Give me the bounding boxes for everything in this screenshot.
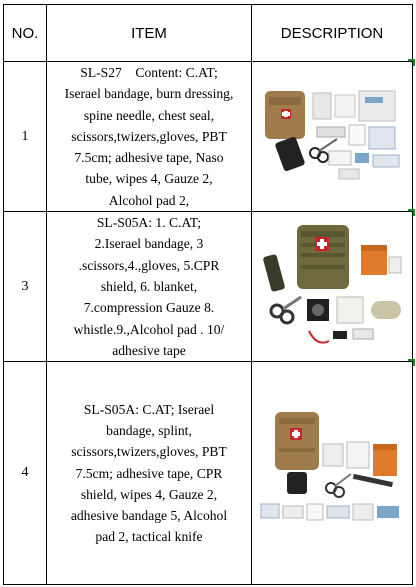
- header-row: [4, 5, 413, 62]
- item-line: Alcohol pad 2,: [108, 192, 190, 208]
- first-aid-kit-contents-image: [257, 81, 407, 193]
- corner-mark: [408, 209, 415, 216]
- item-line: 7.5cm; adhesive tape, CPR: [75, 465, 223, 481]
- item-cell: [47, 212, 252, 362]
- item-line: shield, 6. blanket,: [100, 278, 198, 294]
- table-row: [4, 212, 413, 362]
- item-line: spine needle, chest seal,: [83, 107, 215, 123]
- header-no: NO.: [4, 5, 47, 62]
- description-image-cell: [252, 212, 413, 362]
- item-line: SL-S05A: 1. C.AT;: [96, 215, 202, 231]
- item-line: SL-S27 Content: C.AT;: [80, 65, 218, 80]
- molle-ifak-pouch-image: [257, 219, 407, 355]
- item-line: scissors,twizers,gloves, PBT: [71, 128, 227, 144]
- item-line: Iserael bandage, burn dressing,: [64, 86, 234, 102]
- item-line: 7.5cm; adhesive tape, Naso: [74, 150, 224, 166]
- item-line: shield, wipes 4, Gauze 2,: [80, 486, 218, 502]
- item-line: .scissors,4.,gloves, 5.CPR: [78, 257, 220, 273]
- item-line: adhesive tape: [112, 342, 186, 358]
- header-item: ITEM: [47, 5, 252, 62]
- description-image-cell: [252, 362, 413, 585]
- item-line: bandage, splint,: [106, 422, 192, 438]
- row-number: 1: [4, 62, 47, 212]
- table-row: [4, 362, 413, 585]
- item-cell: [47, 62, 252, 212]
- header-description: DESCRIPTION: [252, 5, 413, 62]
- description-image-cell: [252, 62, 413, 212]
- row-number: 3: [4, 212, 47, 362]
- tan-ifak-pouch-image: [257, 408, 407, 538]
- item-line: pad 2, tactical knife: [95, 529, 203, 545]
- corner-mark: [408, 59, 415, 66]
- item-line: whistle.9.,Alcohol pad . 10/: [73, 321, 225, 337]
- product-table: [3, 4, 413, 585]
- table-row: [4, 62, 413, 212]
- corner-mark: [408, 359, 415, 366]
- item-line: tube, wipes 4, Gauze 2,: [85, 171, 213, 187]
- item-line: 7.compression Gauze 8.: [83, 300, 215, 316]
- item-line: SL-S05A: C.AT; Iserael: [83, 401, 215, 417]
- row-number: 4: [4, 362, 47, 585]
- item-line: 2.Iserael bandage, 3: [94, 236, 204, 252]
- item-line: scissors,twizers,gloves, PBT: [71, 444, 227, 460]
- item-cell: [47, 362, 252, 585]
- item-line: adhesive bandage 5, Alcohol: [70, 508, 228, 524]
